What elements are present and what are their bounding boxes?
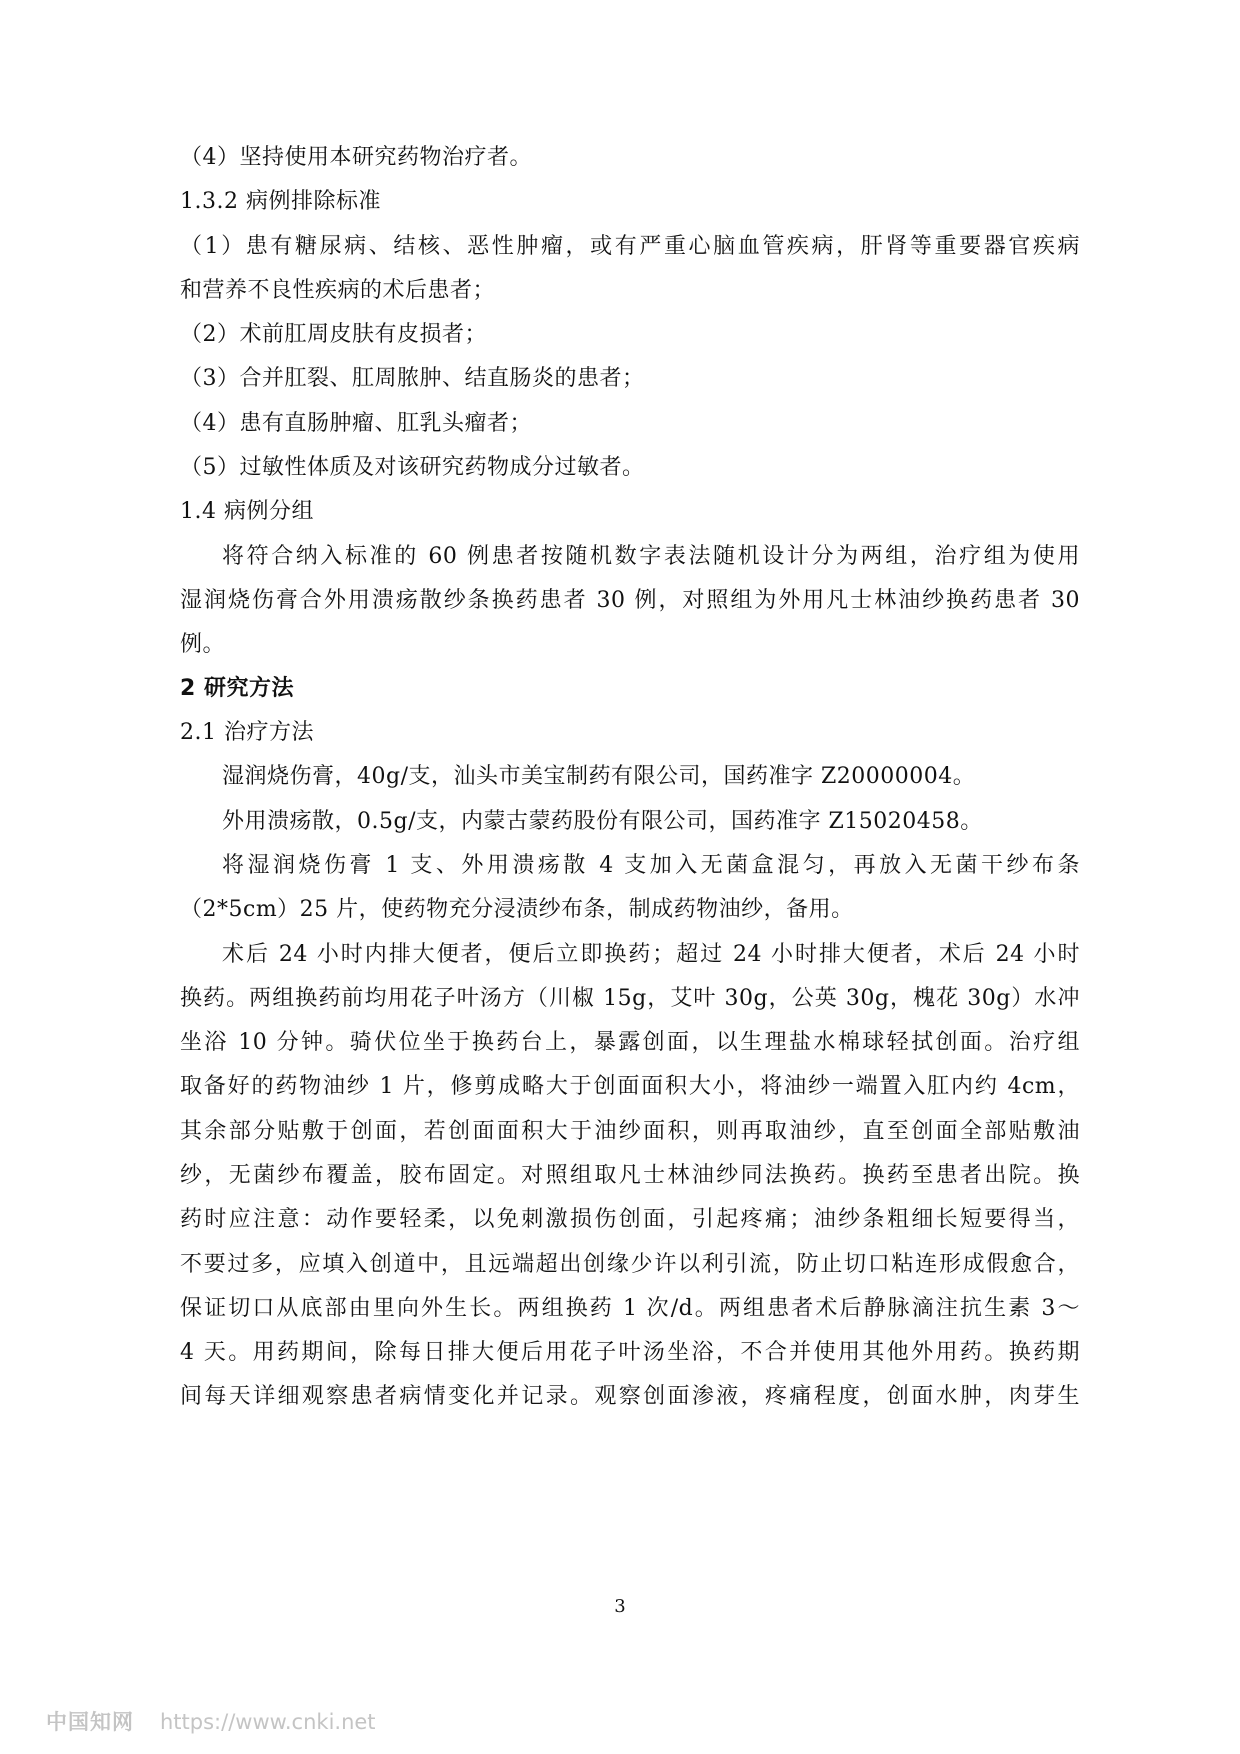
paragraph-line: 纱，无菌纱布覆盖，胶布固定。对照组取凡士林油纱同法换药。换药至患者出院。换 <box>180 1163 1080 1188</box>
paragraph-line: （4）患有直肠肿瘤、肛乳头瘤者； <box>180 411 532 436</box>
section-heading: 2 研究方法 <box>180 676 294 701</box>
paragraph-line: （4）坚持使用本研究药物治疗者。 <box>180 145 532 170</box>
paragraph-line: 例。 <box>180 632 226 657</box>
paragraph-line: （1）患有糖尿病、结核、恶性肿瘤，或有严重心脑血管疾病，肝肾等重要器官疾病 <box>180 234 1080 259</box>
watermark-logo: 中国知网 <box>46 1710 134 1734</box>
paragraph-line: 将湿润烧伤膏 1 支、外用溃疡散 4 支加入无菌盒混匀，再放入无菌干纱布条 <box>222 853 1080 878</box>
paragraph-line: （5）过敏性体质及对该研究药物成分过敏者。 <box>180 455 645 480</box>
paragraph-line: （2）术前肛周皮肤有皮损者； <box>180 322 487 347</box>
paragraph-line: 取备好的药物油纱 1 片，修剪成略大于创面面积大小，将油纱一端置入肛内约 4cm， <box>180 1074 1080 1099</box>
paragraph-line: （2*5cm）25 片，使药物充分浸渍纱布条，制成药物油纱，备用。 <box>180 897 854 922</box>
paragraph-line: （3）合并肛裂、肛周脓肿、结直肠炎的患者； <box>180 366 645 391</box>
paragraph-line: 湿润烧伤膏合外用溃疡散纱条换药患者 30 例，对照组为外用凡士林油纱换药患者 30 <box>180 588 1080 613</box>
paragraph-line: 药时应注意：动作要轻柔，以免刺激损伤创面，引起疼痛；油纱条粗细长短要得当， <box>180 1207 1080 1232</box>
paragraph-line: 坐浴 10 分钟。骑伏位坐于换药台上，暴露创面，以生理盐水棉球轻拭创面。治疗组 <box>180 1030 1080 1055</box>
paragraph-line: 其余部分贴敷于创面，若创面面积大于油纱面积，则再取油纱，直至创面全部贴敷油 <box>180 1119 1080 1144</box>
subsection-heading: 1.4 病例分组 <box>180 499 314 524</box>
paragraph-line: 将符合纳入标准的 60 例患者按随机数字表法随机设计分为两组，治疗组为使用 <box>222 544 1080 569</box>
paragraph-line: 4 天。用药期间，除每日排大便后用花子叶汤坐浴，不合并使用其他外用药。换药期 <box>180 1340 1080 1365</box>
subsection-heading: 2.1 治疗方法 <box>180 720 314 745</box>
paragraph-line: 保证切口从底部由里向外生长。两组换药 1 次/d。两组患者术后静脉滴注抗生素 3～ <box>180 1296 1080 1321</box>
paragraph-line: 湿润烧伤膏，40g/支，汕头市美宝制药有限公司，国药准字 Z20000004。 <box>222 764 976 789</box>
paragraph-line: 术后 24 小时内排大便者，便后立即换药；超过 24 小时排大便者，术后 24 小时 <box>222 942 1080 967</box>
paragraph-line: 外用溃疡散，0.5g/支，内蒙古蒙药股份有限公司，国药准字 Z15020458。 <box>222 809 983 834</box>
site-watermark <box>46 1708 376 1736</box>
paragraph-line: 换药。两组换药前均用花子叶汤方（川椒 15g，艾叶 30g，公英 30g，槐花 30g）水冲 <box>180 986 1080 1011</box>
watermark-url: https://www.cnki.net <box>160 1710 376 1734</box>
subsection-heading: 1.3.2 病例排除标准 <box>180 189 381 214</box>
paragraph-line: 不要过多，应填入创道中，且远端超出创缘少许以利引流，防止切口粘连形成假愈合， <box>180 1252 1080 1277</box>
paragraph-line: 和营养不良性疾病的术后患者； <box>180 278 496 303</box>
page-number: 3 <box>614 1596 626 1617</box>
paragraph-line: 间每天详细观察患者病情变化并记录。观察创面渗液，疼痛程度，创面水肿，肉芽生 <box>180 1384 1080 1409</box>
